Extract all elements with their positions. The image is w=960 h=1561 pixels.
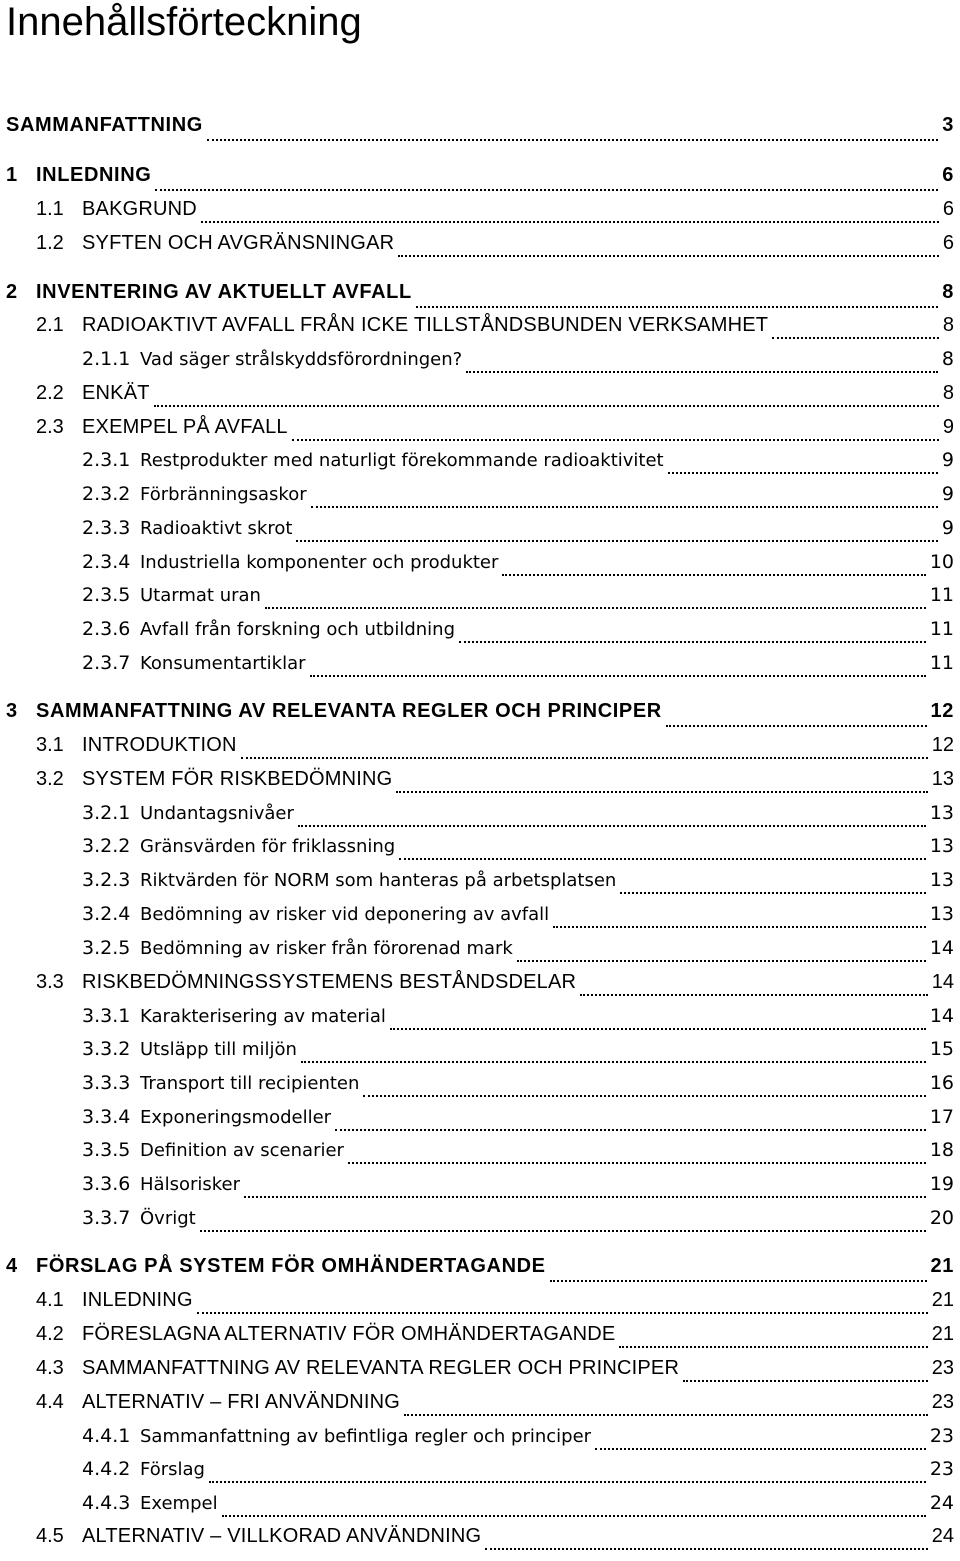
toc-entry-label: SAMMANFATTNING	[6, 114, 203, 136]
toc-entry[interactable]	[0, 1525, 960, 1559]
toc-entry-label: ALTERNATIV – FRI ANVÄNDNING	[82, 1391, 401, 1413]
toc-entry-page-number: 14	[929, 1005, 954, 1027]
toc-entry-number: 2.3.5	[82, 584, 131, 606]
toc-entry-page-number: 10	[929, 551, 954, 573]
dot-leader	[404, 1414, 928, 1416]
toc-entry-label: SYSTEM FÖR RISKBEDÖMNING	[82, 768, 393, 790]
toc-entry-label: Karakterisering av material	[140, 1006, 386, 1027]
toc-entry[interactable]	[0, 1323, 960, 1357]
dot-leader	[241, 757, 928, 759]
toc-entry-label: Gränsvärden för friklassning	[140, 836, 396, 857]
dot-leader	[620, 892, 925, 894]
dot-leader	[335, 1129, 926, 1131]
toc-entry[interactable]	[0, 348, 960, 382]
toc-entry-page-number: 3	[942, 114, 954, 136]
toc-entry-number: 3.1	[36, 734, 64, 756]
toc-entry[interactable]	[0, 869, 960, 903]
toc-entry-page-number: 13	[929, 835, 954, 857]
toc-entry[interactable]	[0, 802, 960, 836]
toc-entry-page-number: 21	[931, 1289, 954, 1311]
toc-entry[interactable]	[0, 1173, 960, 1207]
toc-entry[interactable]	[0, 1005, 960, 1039]
dot-leader	[550, 1280, 927, 1282]
toc-entry-label: Bedömning av risker från förorenad mark	[140, 938, 513, 959]
toc-entry-page-number: 8	[942, 382, 954, 404]
toc-entry-number: 3	[6, 700, 18, 722]
toc-entry-page-number: 13	[929, 802, 954, 824]
toc-entry-label: Utarmat uran	[140, 585, 261, 606]
dot-leader	[209, 1481, 926, 1483]
toc-entry[interactable]	[0, 198, 960, 232]
toc-entry[interactable]	[0, 314, 960, 348]
toc-entry[interactable]	[0, 1255, 960, 1289]
toc-entry-number: 3.2.5	[82, 937, 131, 959]
dot-leader	[666, 725, 927, 727]
toc-entry[interactable]	[0, 584, 960, 618]
toc-entry-page-number: 13	[931, 768, 954, 790]
toc-entry-page-number: 21	[931, 1323, 954, 1345]
toc-entry-label: Sammanfattning av befintliga regler och principer	[140, 1426, 592, 1447]
dot-leader	[154, 405, 939, 407]
toc-entry-label: Riktvärden för NORM som hanteras på arbetsplatsen	[140, 870, 617, 891]
toc-entry-number: 4.2	[36, 1323, 64, 1345]
dot-leader	[155, 189, 938, 191]
toc-entry[interactable]	[0, 768, 960, 802]
toc-entry-label: Övrigt	[140, 1208, 196, 1229]
toc-entry[interactable]	[0, 652, 960, 686]
dot-leader	[301, 1061, 926, 1063]
toc-entry-number: 3.3.1	[82, 1005, 131, 1027]
toc-entry-page-number: 24	[929, 1492, 954, 1514]
toc-entry-page-number: 19	[929, 1173, 954, 1195]
toc-entry-page-number: 9	[942, 416, 954, 438]
toc-entry-label: Exempel	[140, 1493, 218, 1514]
toc-entry[interactable]	[0, 835, 960, 869]
toc-entry-page-number: 23	[931, 1357, 954, 1379]
toc-entry-page-number: 24	[931, 1525, 954, 1547]
toc-entry-number: 3.3.3	[82, 1072, 131, 1094]
toc-entry-number: 2.1	[36, 314, 64, 336]
dot-leader	[668, 472, 938, 474]
dot-leader	[244, 1196, 926, 1198]
dot-leader	[399, 858, 926, 860]
toc-entry-page-number: 15	[929, 1038, 954, 1060]
page-title: Innehållsförteckning	[6, 0, 362, 44]
toc-entry-label: Radioaktivt skrot	[140, 518, 293, 539]
dot-leader	[363, 1095, 925, 1097]
toc-entry[interactable]	[0, 114, 960, 148]
toc-entry-number: 2.3.2	[82, 483, 131, 505]
toc-entry-page-number: 12	[931, 734, 954, 756]
toc-entry-label: Vad säger strålskyddsförordningen?	[140, 349, 463, 370]
toc-entry-label: Transport till recipienten	[140, 1073, 360, 1094]
dot-leader	[517, 960, 926, 962]
toc-entry-number: 4	[6, 1255, 18, 1277]
toc-entry-page-number: 13	[929, 869, 954, 891]
dot-leader	[197, 1312, 928, 1314]
toc-entry-number: 4.3	[36, 1357, 64, 1379]
toc-entry-label: INTRODUKTION	[82, 734, 237, 756]
toc-entry-number: 3.3.2	[82, 1038, 131, 1060]
toc-entry-page-number: 9	[941, 449, 954, 471]
dot-leader	[580, 994, 928, 996]
toc-entry-number: 2.3.7	[82, 652, 131, 674]
toc-entry[interactable]	[0, 1458, 960, 1492]
toc-entry-page-number: 9	[941, 517, 954, 539]
toc-entry-number: 4.4.1	[82, 1425, 131, 1447]
toc-entry-page-number: 23	[929, 1425, 954, 1447]
toc-entry[interactable]	[0, 1425, 960, 1459]
dot-leader	[459, 641, 926, 643]
toc-entry-label: INLEDNING	[82, 1289, 193, 1311]
toc-entry[interactable]	[0, 937, 960, 971]
dot-leader	[398, 255, 939, 257]
dot-leader	[466, 371, 938, 373]
toc-entry-page-number: 14	[929, 937, 954, 959]
toc-entry-number: 2.3.4	[82, 551, 131, 573]
toc-entry[interactable]	[0, 1139, 960, 1173]
toc-entry-label: SAMMANFATTNING AV RELEVANTA REGLER OCH PRINCIPER	[82, 1357, 680, 1379]
toc-entry[interactable]	[0, 618, 960, 652]
dot-leader	[485, 1548, 927, 1550]
toc-entry-page-number: 20	[929, 1207, 954, 1229]
toc-entry-page-number: 8	[941, 348, 954, 370]
toc-entry-label: BAKGRUND	[82, 198, 197, 220]
toc-entry-number: 3.2.3	[82, 869, 131, 891]
toc-entry-page-number: 8	[942, 281, 954, 303]
dot-leader	[502, 574, 925, 576]
toc-entry-page-number: 12	[930, 700, 954, 722]
toc-entry-page-number: 17	[929, 1106, 954, 1128]
toc-entry-label: Hälsorisker	[140, 1174, 240, 1195]
dot-leader	[222, 1515, 926, 1517]
toc-entry[interactable]	[0, 232, 960, 266]
toc-entry[interactable]	[0, 1038, 960, 1072]
toc-entry-label: ALTERNATIV – VILLKORAD ANVÄNDNING	[82, 1525, 482, 1547]
toc-entry[interactable]	[0, 517, 960, 551]
dot-leader	[390, 1028, 926, 1030]
toc-entry-page-number: 13	[929, 903, 954, 925]
toc-entry[interactable]	[0, 1207, 960, 1241]
dot-leader	[772, 337, 939, 339]
toc-entry-number: 3.3.7	[82, 1207, 131, 1229]
toc-entry-label: Definition av scenarier	[140, 1140, 344, 1161]
toc-entry-number: 1.1	[36, 198, 64, 220]
toc-entry[interactable]	[0, 1072, 960, 1106]
dot-leader	[311, 506, 938, 508]
toc-entry-number: 3.3.5	[82, 1139, 131, 1161]
dot-leader	[416, 306, 939, 308]
toc-entry-label: FÖRSLAG PÅ SYSTEM FÖR OMHÄNDERTAGANDE	[36, 1255, 546, 1277]
toc-entry-number: 3.2.1	[82, 802, 131, 824]
toc-entry-number: 3.2.2	[82, 835, 131, 857]
toc-entry-label: RADIOAKTIVT AVFALL FRÅN ICKE TILLSTÅNDSBUNDEN VERKSAMHET	[82, 314, 769, 336]
toc-entry-label: Exponeringsmodeller	[140, 1107, 332, 1128]
toc-entry-label: RISKBEDÖMNINGSSYSTEMENS BESTÅNDSDELAR	[82, 971, 577, 993]
dot-leader	[310, 675, 926, 677]
toc-entry-label: Förbränningsaskor	[140, 484, 307, 505]
toc-entry-label: FÖRESLAGNA ALTERNATIV FÖR OMHÄNDERTAGANDE	[82, 1323, 616, 1345]
toc-entry[interactable]	[0, 1289, 960, 1323]
toc-entry-label: INVENTERING AV AKTUELLT AVFALL	[36, 281, 412, 303]
toc-entry-label: Bedömning av risker vid deponering av avfall	[140, 904, 550, 925]
toc-entry-label: SYFTEN OCH AVGRÄNSNINGAR	[82, 232, 395, 254]
toc-entry[interactable]	[0, 734, 960, 768]
toc-entry-page-number: 14	[931, 971, 954, 993]
dot-leader	[683, 1380, 928, 1382]
toc-entry-number: 2.3.3	[82, 517, 131, 539]
dot-leader	[553, 926, 926, 928]
toc-entry-page-number: 18	[929, 1139, 954, 1161]
toc-entry-label: ENKÄT	[82, 382, 150, 404]
toc-entry-page-number: 6	[942, 164, 954, 186]
toc-entry[interactable]	[0, 1357, 960, 1391]
toc-entry[interactable]	[0, 903, 960, 937]
dot-leader	[396, 791, 927, 793]
toc-entry-number: 4.4.2	[82, 1458, 131, 1480]
dot-leader	[207, 139, 938, 141]
toc-entry[interactable]	[0, 281, 960, 315]
toc-entry-label: Undantagsnivåer	[140, 803, 294, 824]
toc-entry-number: 3.2.4	[82, 903, 131, 925]
toc-entry-number: 2.1.1	[82, 348, 131, 370]
dot-leader	[296, 540, 938, 542]
toc-entry-page-number: 9	[941, 483, 954, 505]
toc-entry-label: Avfall från forskning och utbildning	[140, 619, 456, 640]
toc-entry[interactable]	[0, 449, 960, 483]
toc-entry-page-number: 16	[929, 1072, 954, 1094]
toc-entry-number: 2.3.1	[82, 449, 131, 471]
dot-leader	[292, 439, 939, 441]
dot-leader	[595, 1448, 926, 1450]
toc-entry-page-number: 11	[929, 584, 954, 606]
toc-entry-number: 4.4	[36, 1391, 64, 1413]
toc-entry-number: 4.5	[36, 1525, 64, 1547]
toc-entry[interactable]	[0, 164, 960, 198]
toc-entry-number: 3.3	[36, 971, 64, 993]
toc-entry-number: 2.2	[36, 382, 64, 404]
toc-entry-number: 2.3	[36, 416, 64, 438]
toc-entry[interactable]	[0, 1106, 960, 1140]
toc-entry-number: 3.3.6	[82, 1173, 131, 1195]
toc-entry[interactable]	[0, 971, 960, 1005]
toc-entry[interactable]	[0, 1492, 960, 1526]
toc-entry-page-number: 6	[942, 198, 954, 220]
toc-entry-number: 3.2	[36, 768, 64, 790]
toc-entry-label: Industriella komponenter och produkter	[140, 552, 499, 573]
toc-entry-page-number: 21	[930, 1255, 954, 1277]
dot-leader	[298, 825, 926, 827]
toc-entry-label: SAMMANFATTNING AV RELEVANTA REGLER OCH PRINCIPER	[36, 700, 662, 722]
dot-leader	[200, 1230, 926, 1232]
dot-leader	[265, 607, 926, 609]
toc-entry[interactable]	[0, 382, 960, 416]
dot-leader	[348, 1162, 926, 1164]
toc-entry-page-number: 11	[929, 618, 954, 640]
toc-entry-label: Utsläpp till miljön	[140, 1039, 297, 1060]
toc-entry-page-number: 23	[929, 1458, 954, 1480]
toc-entry-number: 2	[6, 281, 18, 303]
toc-entry[interactable]	[0, 700, 960, 734]
toc-entry-page-number: 23	[931, 1391, 954, 1413]
toc-entry-label: INLEDNING	[36, 164, 152, 186]
toc-entry-number: 4.1	[36, 1289, 64, 1311]
toc-entry-label: Restprodukter med naturligt förekommande radioaktivitet	[140, 450, 664, 471]
dot-leader	[619, 1346, 927, 1348]
toc-entry-page-number: 6	[942, 232, 954, 254]
toc-entry-label: Förslag	[140, 1459, 205, 1480]
toc-entry-number: 2.3.6	[82, 618, 131, 640]
toc-entry[interactable]	[0, 551, 960, 585]
toc-entry-label: EXEMPEL PÅ AVFALL	[82, 416, 288, 438]
toc-entry-number: 3.3.4	[82, 1106, 131, 1128]
dot-leader	[201, 221, 939, 223]
toc-entry-page-number: 8	[942, 314, 954, 336]
toc-entry[interactable]	[0, 416, 960, 450]
toc-entry-number: 4.4.3	[82, 1492, 131, 1514]
toc-entry-number: 1.2	[36, 232, 64, 254]
toc-entry[interactable]	[0, 1391, 960, 1425]
toc-entry-number: 1	[6, 164, 18, 186]
toc-entry[interactable]	[0, 483, 960, 517]
toc-entry-page-number: 11	[929, 652, 954, 674]
toc-entry-label: Konsumentartiklar	[140, 653, 306, 674]
